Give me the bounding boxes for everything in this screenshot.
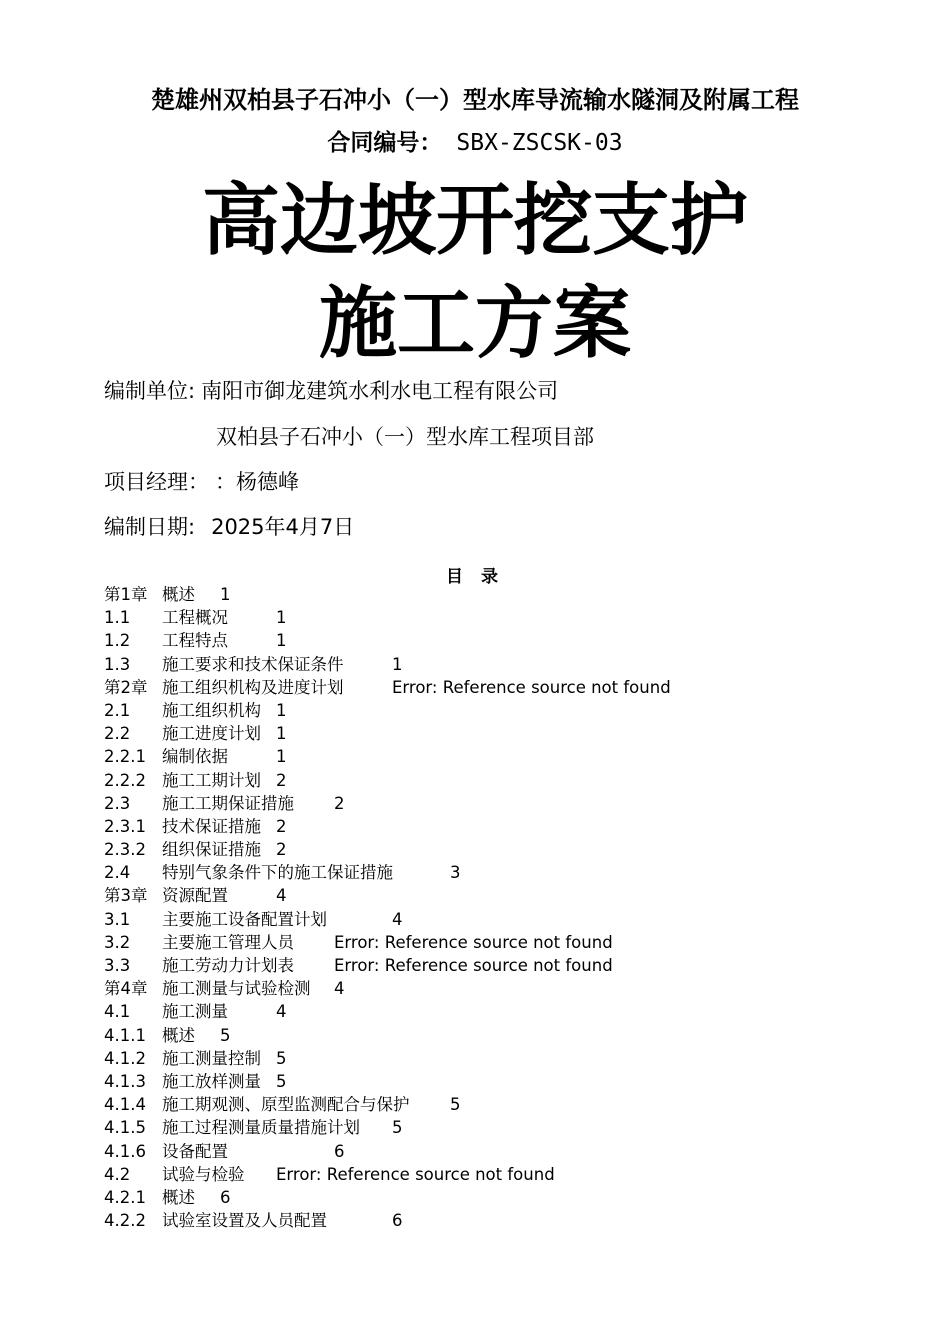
toc-entry-page: 2	[276, 770, 287, 790]
toc-entry-title: 设备配置	[162, 1141, 228, 1161]
toc-entry-title: 施工工期保证措施	[162, 793, 294, 813]
toc-entry-number: 2.2.1	[104, 747, 146, 767]
toc-entry-number: 3.3	[104, 956, 131, 975]
toc-entry-title: 概述	[162, 1187, 195, 1207]
toc-entry-page: 4	[276, 1002, 287, 1022]
toc-entry-number: 1.1	[104, 608, 131, 628]
toc-entry-number: 1.3	[104, 654, 131, 674]
toc-entry-page: 4	[334, 979, 345, 999]
toc-entry-number: 3.1	[104, 909, 131, 929]
toc-entry-number: 第4章	[104, 979, 148, 999]
toc-entry-page: 6	[220, 1187, 231, 1207]
toc-entry-number: 3.2	[104, 932, 131, 952]
toc-entry-title: 概述	[162, 1025, 195, 1045]
toc-entry-page: 2	[276, 840, 287, 860]
toc-entry-number: 4.1.6	[104, 1141, 146, 1161]
compiler-unit-value-2: 双柏县子石冲小（一）型水库工程项目部	[216, 425, 594, 449]
toc-entry-page: 5	[276, 1048, 287, 1068]
toc-entry-page: 5	[392, 1118, 403, 1138]
toc-entry-title: 工程概况	[162, 608, 228, 628]
project-manager-row	[104, 472, 299, 493]
toc-entry-title: 工程特点	[162, 631, 228, 651]
project-manager-value: ：杨德峰	[215, 470, 299, 494]
toc-entry-number: 1.2	[104, 631, 131, 651]
toc-entry-number: 4.1	[104, 1002, 131, 1022]
toc-entry-title: 试验与检验	[162, 1164, 245, 1184]
project-title: 楚雄州双柏县子石冲小（一）型水库导流输水隧洞及附属工程	[151, 85, 799, 114]
compile-date-row	[104, 517, 354, 538]
toc-entry-page: 3	[450, 863, 461, 883]
toc-entry-page: 5	[276, 1071, 287, 1091]
toc-entry-page: 1	[276, 747, 287, 767]
contract-number	[0, 124, 950, 157]
toc-entry-page: Error: Reference source not found	[392, 677, 671, 697]
compiler-unit-row	[104, 381, 558, 402]
toc-entry-title: 主要施工设备配置计划	[162, 909, 327, 929]
toc-entry-number: 2.3.1	[104, 816, 146, 836]
toc-entry-number: 4.1.1	[104, 1025, 146, 1045]
toc-entry-title: 施工测量与试验检测	[162, 979, 311, 999]
toc-entry-number: 4.1.3	[104, 1071, 146, 1091]
toc-entry-title: 组织保证措施	[162, 840, 261, 860]
project-manager-label: 项目经理：	[104, 470, 209, 494]
toc-entry-title: 概述	[162, 585, 195, 604]
toc-entry-title: 施工组织机构及进度计划	[162, 677, 344, 697]
toc-entry-page: 1	[276, 608, 287, 628]
toc-entry-title: 试验室设置及人员配置	[162, 1211, 327, 1231]
toc-entry-page: 1	[276, 724, 287, 744]
contract-code: SBX-ZSCSK-03	[456, 130, 623, 156]
compiler-unit-row-2	[104, 427, 594, 448]
toc-entry-page: 6	[392, 1211, 403, 1231]
toc-entry-title: 施工进度计划	[162, 724, 261, 744]
toc-entry-number: 第1章	[104, 585, 148, 604]
toc-entry-page: Error: Reference source not found	[334, 956, 613, 975]
toc-entry-number: 2.1	[104, 700, 131, 720]
toc-entry-title: 施工组织机构	[162, 700, 261, 720]
toc-entry-title: 特别气象条件下的施工保证措施	[162, 863, 393, 883]
toc-entry-number: 4.2	[104, 1164, 131, 1184]
compile-date-value: 2025年4月7日	[211, 515, 355, 539]
main-title-line-2: 施工方案	[318, 278, 631, 369]
toc-entry-number: 2.3	[104, 793, 131, 813]
toc-entry-title: 资源配置	[162, 886, 228, 906]
toc-entry-page: 4	[276, 886, 287, 906]
toc-entry-page: 1	[392, 654, 403, 674]
toc-entry-page: 1	[220, 585, 231, 604]
toc-entry-number: 4.1.2	[104, 1048, 146, 1068]
toc-entry-number: 2.2.2	[104, 770, 146, 790]
toc-entry-number: 第3章	[104, 886, 148, 906]
toc-entry-title: 施工测量	[162, 1002, 228, 1022]
toc-entry-page: 2	[276, 816, 287, 836]
toc-entry-title: 施工测量控制	[162, 1048, 261, 1068]
toc-entry-title: 施工要求和技术保证条件	[162, 654, 344, 674]
toc-entry-page: 1	[276, 631, 287, 651]
toc-entry-title: 主要施工管理人员	[162, 932, 294, 952]
toc-heading: 目 录	[446, 567, 504, 587]
contract-label: 合同编号：	[327, 129, 443, 156]
main-title-line-1: 高边坡开挖支护	[201, 175, 748, 266]
compiler-unit-value: 南阳市御龙建筑水利水电工程有限公司	[201, 379, 559, 403]
toc-entry-title: 施工期观测、原型监测配合与保护	[162, 1095, 410, 1115]
toc-entry-page: 5	[450, 1095, 461, 1115]
toc-entry-page: 4	[392, 909, 403, 929]
toc-entry-title: 技术保证措施	[162, 816, 261, 836]
toc-entry-title: 施工过程测量质量措施计划	[162, 1118, 360, 1138]
toc-entry-title: 编制依据	[162, 747, 228, 767]
toc-entry-title: 施工放样测量	[162, 1071, 261, 1091]
toc-entry-number: 2.4	[104, 863, 131, 883]
compiler-unit-label: 编制单位:	[104, 379, 196, 403]
toc-entry-title: 施工劳动力计划表	[162, 956, 294, 975]
toc-entry-page: 6	[334, 1141, 345, 1161]
toc-entry-number: 第2章	[104, 677, 148, 697]
toc-entry-number: 4.2.2	[104, 1211, 146, 1231]
toc-entry-number: 2.2	[104, 724, 131, 744]
compile-date-label: 编制日期:	[104, 515, 196, 539]
toc-entry-page: 1	[276, 700, 287, 720]
toc-entry-title: 施工工期计划	[162, 770, 261, 790]
toc-entry-number: 2.3.2	[104, 840, 146, 860]
toc-entry-page: Error: Reference source not found	[334, 932, 613, 952]
toc-entry-page: 5	[220, 1025, 231, 1045]
toc-entry-page: Error: Reference source not found	[276, 1164, 555, 1184]
toc-entry-number: 4.1.4	[104, 1095, 146, 1115]
toc-entry-number: 4.2.1	[104, 1187, 146, 1207]
toc-entry-page: 2	[334, 793, 345, 813]
toc-entry-number: 4.1.5	[104, 1118, 146, 1138]
